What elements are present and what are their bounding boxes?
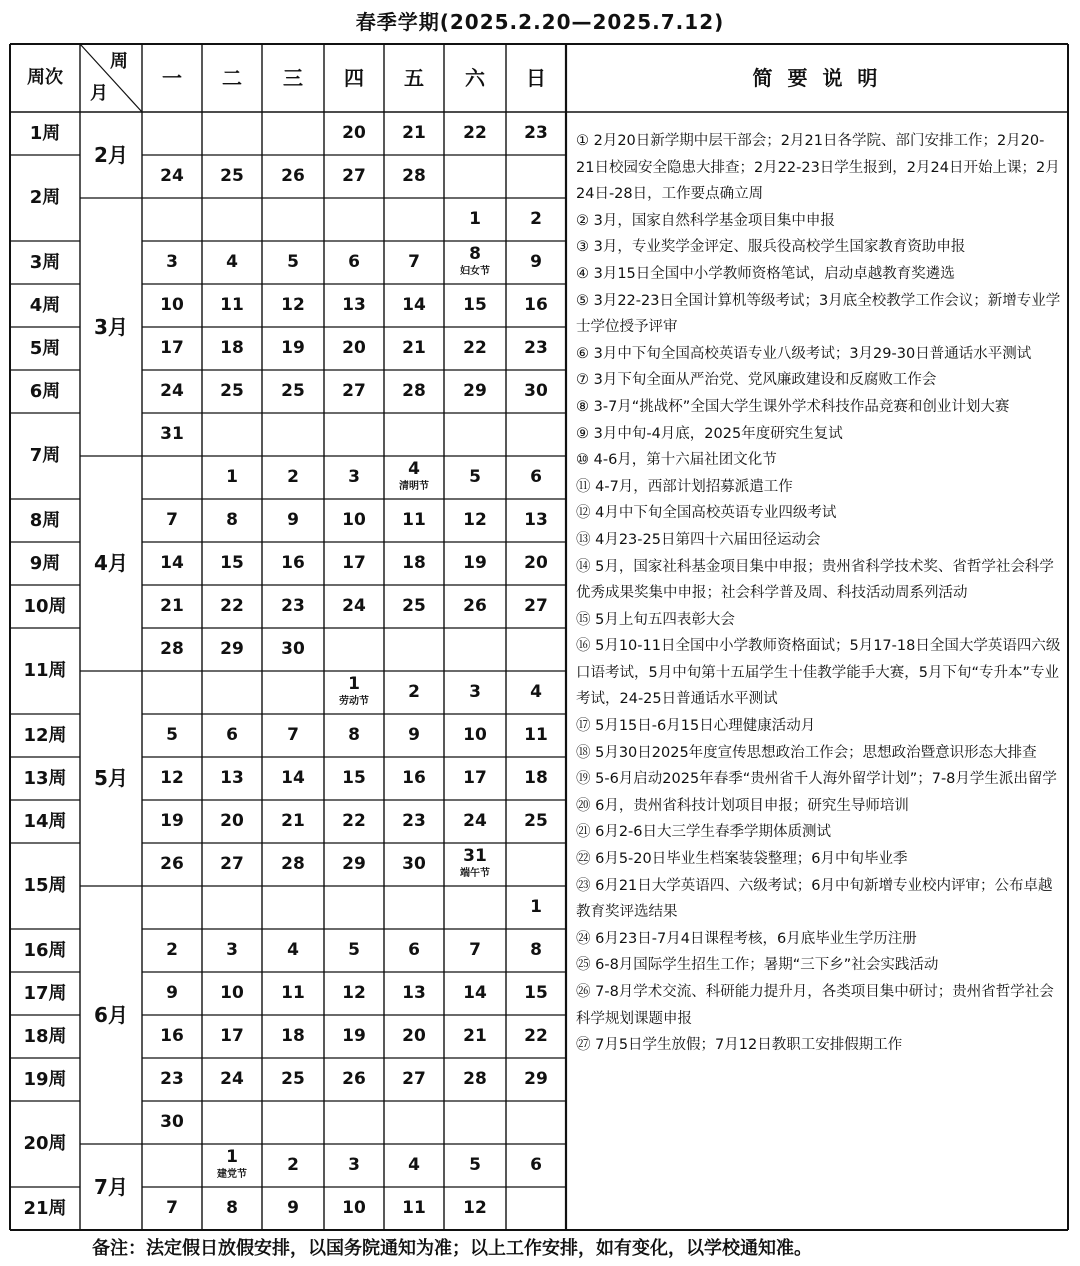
date-cell: 19 xyxy=(342,1026,366,1046)
date-cell: 31 xyxy=(160,424,184,444)
date-cell: 10 xyxy=(463,725,487,745)
week-label: 16周 xyxy=(23,940,67,961)
date-cell: 26 xyxy=(463,596,487,616)
month-label: 6月 xyxy=(94,1003,128,1027)
date-cell: 8 xyxy=(530,940,542,960)
note-item: ⑥ 3月中下旬全国高校英语专业八级考试；3月29-30日普通话水平测试 xyxy=(576,345,1032,362)
date-cell: 8 xyxy=(226,1198,238,1218)
week-label: 1周 xyxy=(29,123,61,144)
header-day-4: 五 xyxy=(404,66,424,90)
date-cell: 23 xyxy=(160,1069,184,1089)
month-label: 2月 xyxy=(94,143,128,167)
date-cell: 11 xyxy=(281,983,305,1003)
month-label: 7月 xyxy=(94,1175,128,1199)
date-cell: 4 xyxy=(287,940,299,960)
date-cell: 25 xyxy=(281,381,305,401)
week-label: 8周 xyxy=(29,510,61,531)
note-item: ⑱ 5月30日2025年度宣传思想政治工作会；思想政治暨意识形态大排查 xyxy=(576,744,1037,761)
note-item: ① 2月20日新学期中层干部会；2月21日各学院、部门安排工作；2月20-21日校园安全隐患大排查；2月22-23日学生报到，2月24日开始上课；2月24日-28日，工作要点确立周 xyxy=(576,133,1060,203)
note-item: ㉗ 7月5日学生放假；7月12日教职工安排假期工作 xyxy=(576,1037,903,1054)
header-day-2: 三 xyxy=(283,66,303,90)
date-cell: 29 xyxy=(524,1069,548,1089)
date-cell: 19 xyxy=(160,811,184,831)
note-item: ㉒ 6月5-20日毕业生档案装袋整理；6月中旬毕业季 xyxy=(576,851,908,868)
date-cell: 30 xyxy=(524,381,548,401)
date-cell: 14 xyxy=(463,983,487,1003)
week-label: 12周 xyxy=(23,725,67,746)
date-cell: 3 xyxy=(226,940,238,960)
date-cell: 6 xyxy=(226,725,238,745)
date-cell: 3 xyxy=(166,252,178,272)
date-cell: 15 xyxy=(342,768,366,788)
note-item: ⑤ 3月22-23日全国计算机等级考试；3月底全校教学工作会议；新增专业学士学位授予评审 xyxy=(576,292,1061,336)
week-label: 14周 xyxy=(23,811,67,832)
date-cell: 25 xyxy=(281,1069,305,1089)
date-cell: 6 xyxy=(408,940,420,960)
date-cell: 10 xyxy=(160,295,184,315)
week-label: 3周 xyxy=(29,252,61,273)
notes-list xyxy=(576,128,1062,1059)
note-item: ㉕ 6-8月国际学生招生工作；暑期“三下乡”社会实践活动 xyxy=(576,957,939,974)
note-item: ③ 3月，专业奖学金评定、服兵役高校学生国家教育资助申报 xyxy=(576,239,966,256)
week-label: 11周 xyxy=(23,660,67,681)
holiday-label: 劳动节 xyxy=(339,696,369,708)
date-cell: 12 xyxy=(281,295,305,315)
week-label: 7周 xyxy=(29,445,61,466)
date-cell: 28 xyxy=(160,639,184,659)
date-cell: 8 xyxy=(348,725,360,745)
note-item: ⑭ 5月，国家社科基金项目集中申报；贵州省科学技术奖、省哲学社会科学优秀成果奖集中申报；社会科学普及周、科技活动周系列活动 xyxy=(576,558,1054,602)
date-cell: 3 xyxy=(348,467,360,487)
date-cell: 17 xyxy=(463,768,487,788)
note-item: ㉖ 7-8月学术交流、科研能力提升月，各类项目集中研讨；贵州省哲学社会科学规划课题申报 xyxy=(576,984,1054,1027)
week-label: 15周 xyxy=(23,875,67,896)
date-cell: 14 xyxy=(402,295,426,315)
note-item: ㉔ 6月23日-7月4日课程考核，6月底毕业生学历注册 xyxy=(576,930,917,947)
date-cell: 29 xyxy=(220,639,244,659)
date-cell: 8 xyxy=(469,244,481,264)
week-label: 20周 xyxy=(23,1133,67,1154)
note-item: ⑬ 4月23-25日第四十六届田径运动会 xyxy=(576,531,821,548)
date-cell: 6 xyxy=(348,252,360,272)
date-cell: 17 xyxy=(160,338,184,358)
date-cell: 20 xyxy=(342,338,366,358)
week-label: 10周 xyxy=(23,596,67,617)
note-item: ㉑ 6月2-6日大三学生春季学期体质测试 xyxy=(576,824,832,841)
date-cell: 13 xyxy=(402,983,426,1003)
date-cell: 5 xyxy=(469,1155,481,1175)
date-cell: 11 xyxy=(220,295,244,315)
date-cell: 6 xyxy=(530,1155,542,1175)
date-cell: 6 xyxy=(530,467,542,487)
page-title: 春季学期(2025.2.20—2025.7.12) xyxy=(355,10,725,34)
date-cell: 12 xyxy=(160,768,184,788)
date-cell: 24 xyxy=(463,811,487,831)
date-cell: 18 xyxy=(402,553,426,573)
date-cell: 4 xyxy=(226,252,238,272)
date-cell: 28 xyxy=(281,854,305,874)
date-cell: 9 xyxy=(287,510,299,530)
date-cell: 21 xyxy=(160,596,184,616)
date-cell: 10 xyxy=(342,1198,366,1218)
date-cell: 27 xyxy=(342,381,366,401)
date-cell: 10 xyxy=(342,510,366,530)
date-cell: 22 xyxy=(220,596,244,616)
date-cell: 23 xyxy=(524,123,548,143)
date-cell: 20 xyxy=(524,553,548,573)
date-cell: 25 xyxy=(402,596,426,616)
month-label: 4月 xyxy=(94,551,128,575)
date-cell: 4 xyxy=(408,459,420,479)
date-cell: 13 xyxy=(220,768,244,788)
date-cell: 5 xyxy=(166,725,178,745)
week-label: 18周 xyxy=(23,1026,67,1047)
date-cell: 2 xyxy=(530,209,542,229)
date-cell: 27 xyxy=(342,166,366,186)
note-item: ⑳ 6月，贵州省科技计划项目申报；研究生导师培训 xyxy=(576,797,909,814)
date-cell: 30 xyxy=(160,1112,184,1132)
date-cell: 9 xyxy=(166,983,178,1003)
note-item: ⑪ 4-7月，西部计划招募派遣工作 xyxy=(576,478,793,495)
note-item: ⑫ 4月中下旬全国高校英语专业四级考试 xyxy=(576,505,837,522)
date-cell: 11 xyxy=(524,725,548,745)
date-cell: 26 xyxy=(281,166,305,186)
date-cell: 28 xyxy=(463,1069,487,1089)
date-cell: 19 xyxy=(281,338,305,358)
date-cell: 23 xyxy=(524,338,548,358)
date-cell: 1 xyxy=(226,1147,238,1167)
note-item: ② 3月，国家自然科学基金项目集中申报 xyxy=(576,212,835,229)
header-day-1: 二 xyxy=(222,66,242,90)
date-cell: 8 xyxy=(226,510,238,530)
header-notes: 简 要 说 明 xyxy=(752,66,882,90)
date-cell: 18 xyxy=(524,768,548,788)
date-cell: 20 xyxy=(220,811,244,831)
date-cell: 7 xyxy=(408,252,420,272)
week-label: 17周 xyxy=(23,983,67,1004)
date-cell: 27 xyxy=(220,854,244,874)
date-cell: 17 xyxy=(220,1026,244,1046)
header-day-6: 日 xyxy=(526,66,546,90)
date-cell: 15 xyxy=(220,553,244,573)
week-label: 9周 xyxy=(29,553,61,574)
header-day-3: 四 xyxy=(344,66,364,90)
date-cell: 2 xyxy=(166,940,178,960)
week-label: 5周 xyxy=(29,338,61,359)
date-cell: 23 xyxy=(281,596,305,616)
date-cell: 24 xyxy=(160,166,184,186)
holiday-label: 清明节 xyxy=(399,481,429,493)
month-label: 5月 xyxy=(94,766,128,790)
note-item: ⑰ 5月15日-6月15日心理健康活动月 xyxy=(576,718,816,735)
date-cell: 5 xyxy=(287,252,299,272)
date-cell: 13 xyxy=(524,510,548,530)
date-cell: 22 xyxy=(342,811,366,831)
date-cell: 24 xyxy=(160,381,184,401)
date-cell: 16 xyxy=(524,295,548,315)
header-month-top: 周 xyxy=(110,51,128,72)
date-cell: 1 xyxy=(348,674,360,694)
date-cell: 7 xyxy=(166,510,178,530)
date-cell: 12 xyxy=(463,510,487,530)
date-cell: 22 xyxy=(463,338,487,358)
date-cell: 14 xyxy=(160,553,184,573)
date-cell: 27 xyxy=(402,1069,426,1089)
date-cell: 21 xyxy=(402,123,426,143)
date-cell: 30 xyxy=(402,854,426,874)
date-cell: 1 xyxy=(530,897,542,917)
date-cell: 20 xyxy=(342,123,366,143)
date-cell: 31 xyxy=(463,846,487,866)
week-label: 6周 xyxy=(29,381,61,402)
date-cell: 9 xyxy=(408,725,420,745)
date-cell: 30 xyxy=(281,639,305,659)
date-cell: 12 xyxy=(463,1198,487,1218)
note-item: ⑦ 3月下旬全面从严治党、党风廉政建设和反腐败工作会 xyxy=(576,372,937,389)
date-cell: 18 xyxy=(281,1026,305,1046)
header-day-5: 六 xyxy=(465,66,485,90)
date-cell: 23 xyxy=(402,811,426,831)
date-cell: 22 xyxy=(463,123,487,143)
date-cell: 22 xyxy=(524,1026,548,1046)
week-label: 13周 xyxy=(23,768,67,789)
header-week: 周次 xyxy=(27,67,63,88)
note-item: ⑩ 4-6月，第十六届社团文化节 xyxy=(576,452,777,469)
date-cell: 3 xyxy=(348,1155,360,1175)
date-cell: 21 xyxy=(281,811,305,831)
note-item: ⑧ 3-7月“挑战杯”全国大学生课外学术科技作品竞赛和创业计划大赛 xyxy=(576,398,1010,415)
date-cell: 29 xyxy=(342,854,366,874)
date-cell: 17 xyxy=(342,553,366,573)
calendar-table xyxy=(10,44,1068,1230)
header-month-bottom: 月 xyxy=(90,83,108,104)
note-item: ④ 3月15日全国中小学教师资格笔试，启动卓越教育奖遴选 xyxy=(576,265,955,282)
note-item: ㉓ 6月21日大学英语四、六级考试；6月中旬新增专业校内评审；公布卓越教育奖评选结果 xyxy=(576,877,1053,921)
date-cell: 15 xyxy=(463,295,487,315)
date-cell: 12 xyxy=(342,983,366,1003)
footer-remark: 备注：法定假日放假安排，以国务院通知为准；以上工作安排，如有变化，以学校通知准。 xyxy=(92,1238,812,1259)
date-cell: 15 xyxy=(524,983,548,1003)
note-item: ⑯ 5月10-11日全国中小学教师资格面试；5月17-18日全国大学英语四六级口语考试，5月中旬第十五届学生十佳教学能手大赛，5月下旬“专升本”专业考试，24-25日普通话水平测试 xyxy=(576,638,1061,708)
date-cell: 7 xyxy=(166,1198,178,1218)
week-label: 19周 xyxy=(23,1069,67,1090)
date-cell: 25 xyxy=(220,381,244,401)
date-cell: 20 xyxy=(402,1026,426,1046)
date-cell: 16 xyxy=(402,768,426,788)
date-cell: 11 xyxy=(402,1198,426,1218)
date-cell: 9 xyxy=(530,252,542,272)
date-cell: 26 xyxy=(342,1069,366,1089)
note-item: ⑮ 5月上旬五四表彰大会 xyxy=(576,611,735,628)
week-label: 2周 xyxy=(29,187,61,208)
date-cell: 7 xyxy=(287,725,299,745)
date-cell: 3 xyxy=(469,682,481,702)
date-cell: 2 xyxy=(287,1155,299,1175)
date-cell: 29 xyxy=(463,381,487,401)
date-cell: 16 xyxy=(281,553,305,573)
date-cell: 5 xyxy=(469,467,481,487)
holiday-label: 端午节 xyxy=(460,868,490,880)
holiday-label: 建党节 xyxy=(217,1169,247,1181)
date-cell: 9 xyxy=(287,1198,299,1218)
holiday-label: 妇女节 xyxy=(460,266,490,278)
date-cell: 4 xyxy=(530,682,542,702)
header-day-0: 一 xyxy=(162,66,182,90)
date-cell: 21 xyxy=(402,338,426,358)
date-cell: 13 xyxy=(342,295,366,315)
date-cell: 25 xyxy=(220,166,244,186)
date-cell: 7 xyxy=(469,940,481,960)
date-cell: 1 xyxy=(226,467,238,487)
date-cell: 26 xyxy=(160,854,184,874)
date-cell: 14 xyxy=(281,768,305,788)
date-cell: 1 xyxy=(469,209,481,229)
date-cell: 21 xyxy=(463,1026,487,1046)
month-label: 3月 xyxy=(94,315,128,339)
date-cell: 19 xyxy=(463,553,487,573)
week-label: 4周 xyxy=(29,295,61,316)
date-cell: 16 xyxy=(160,1026,184,1046)
date-cell: 28 xyxy=(402,166,426,186)
date-cell: 4 xyxy=(408,1155,420,1175)
date-cell: 27 xyxy=(524,596,548,616)
date-cell: 25 xyxy=(524,811,548,831)
note-item: ⑲ 5-6月启动2025年春季“贵州省千人海外留学计划”；7-8月学生派出留学 xyxy=(576,771,1057,788)
date-cell: 18 xyxy=(220,338,244,358)
note-item: ⑨ 3月中旬-4月底，2025年度研究生复试 xyxy=(576,425,843,442)
date-cell: 10 xyxy=(220,983,244,1003)
date-cell: 2 xyxy=(408,682,420,702)
date-cell: 24 xyxy=(220,1069,244,1089)
week-label: 21周 xyxy=(23,1198,67,1219)
date-cell: 5 xyxy=(348,940,360,960)
date-cell: 2 xyxy=(287,467,299,487)
date-cell: 28 xyxy=(402,381,426,401)
date-cell: 24 xyxy=(342,596,366,616)
date-cell: 11 xyxy=(402,510,426,530)
